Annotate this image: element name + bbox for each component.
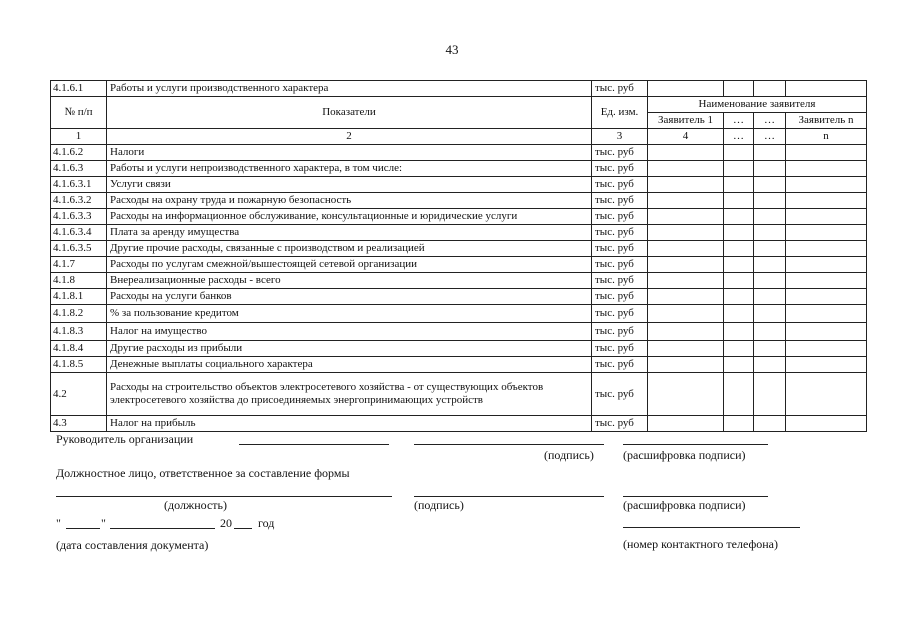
table-row	[51, 193, 867, 209]
row-name: Расходы на охрану труда и пожарную безопасность	[107, 193, 592, 209]
applicant-1-cell	[648, 193, 724, 209]
year-suffix: год	[258, 516, 275, 530]
signature-caption: (подпись)	[544, 448, 594, 462]
table-row	[51, 161, 867, 177]
row-unit: тыс. руб	[592, 241, 648, 257]
row-code: 4.1.8.2	[51, 305, 107, 323]
table-row	[51, 257, 867, 273]
applicant-n-cell	[786, 209, 867, 225]
row-code: 4.1.8.1	[51, 289, 107, 305]
row-code: 4.1.8.3	[51, 323, 107, 341]
applicant-dots-cell	[754, 225, 786, 241]
applicant-dots-cell	[754, 416, 786, 432]
applicant-dots-cell	[724, 161, 754, 177]
date-quote-open: "	[56, 516, 61, 530]
applicant-1-cell	[648, 305, 724, 323]
row-name: Другие прочие расходы, связанные с производством и реализацией	[107, 241, 592, 257]
table-header-row	[51, 97, 867, 113]
applicant-dots-cell	[754, 323, 786, 341]
date-year-line	[234, 528, 252, 529]
applicant-1-cell	[648, 177, 724, 193]
applicant-dots-cell	[724, 323, 754, 341]
applicant-dots-cell	[754, 257, 786, 273]
applicant-dots-cell	[724, 257, 754, 273]
row-name: Услуги связи	[107, 177, 592, 193]
position-line	[56, 496, 392, 497]
applicant-dots-cell	[724, 357, 754, 373]
row-name: % за пользование кредитом	[107, 305, 592, 323]
row-name: Плата за аренду имущества	[107, 225, 592, 241]
applicant-dots-cell	[724, 193, 754, 209]
position-caption: (должность)	[164, 498, 227, 512]
applicant-n-cell	[786, 305, 867, 323]
row-unit: тыс. руб	[592, 323, 648, 341]
row-unit: тыс. руб	[592, 373, 648, 416]
column-numbers-row	[51, 129, 867, 145]
row-code: 4.1.6.1	[51, 81, 107, 97]
phone-caption: (номер контактного телефона)	[623, 537, 778, 551]
applicant-dots-cell	[724, 177, 754, 193]
applicant-dots-cell	[754, 81, 786, 97]
row-name: Другие расходы из прибыли	[107, 341, 592, 357]
table-row	[51, 177, 867, 193]
head-signature-line	[414, 444, 604, 445]
applicant-dots-cell	[754, 341, 786, 357]
row-name: Налоги	[107, 145, 592, 161]
row-code: 4.1.6.2	[51, 145, 107, 161]
table-row-first	[51, 81, 867, 97]
header-unit: Ед. изм.	[592, 97, 648, 129]
table-row	[51, 357, 867, 373]
applicant-n-cell	[786, 161, 867, 177]
applicant-n-cell	[786, 193, 867, 209]
row-unit: тыс. руб	[592, 289, 648, 305]
head-label: Руководитель организации	[56, 432, 194, 446]
row-name: Расходы на строительство объектов электросетевого хозяйства - от существующих объектов электросетевого хозяйства до присоединяемых энергопринимающих устройств	[107, 373, 592, 416]
table-row	[51, 416, 867, 432]
applicant-dots-cell	[754, 145, 786, 161]
applicant-n-cell	[786, 257, 867, 273]
applicant-1-cell	[648, 416, 724, 432]
row-name: Расходы на услуги банков	[107, 289, 592, 305]
table-row	[51, 305, 867, 323]
col-number: 3	[592, 129, 648, 145]
header-dots-2: …	[754, 113, 786, 129]
row-unit: тыс. руб	[592, 341, 648, 357]
col-number: 4	[648, 129, 724, 145]
row-code: 4.1.6.3.2	[51, 193, 107, 209]
applicant-dots-cell	[724, 273, 754, 289]
row-name: Расходы по услугам смежной/вышестоящей сетевой организации	[107, 257, 592, 273]
row-name: Внереализационные расходы - всего	[107, 273, 592, 289]
applicant-1-cell	[648, 145, 724, 161]
table-row	[51, 289, 867, 305]
row-code: 4.1.6.3.1	[51, 177, 107, 193]
row-unit: тыс. руб	[592, 193, 648, 209]
table-row	[51, 241, 867, 257]
applicant-1-cell	[648, 209, 724, 225]
year-prefix: 20	[220, 516, 232, 530]
applicant-1-cell	[648, 341, 724, 357]
decode-line	[623, 496, 768, 497]
applicant-n-cell	[786, 273, 867, 289]
applicant-n-cell	[786, 241, 867, 257]
table-row	[51, 145, 867, 161]
applicant-1-cell	[648, 357, 724, 373]
applicant-n-cell	[786, 416, 867, 432]
row-code: 4.1.6.3.4	[51, 225, 107, 241]
applicant-dots-cell	[724, 225, 754, 241]
date-caption: (дата составления документа)	[56, 538, 209, 552]
date-quote-close: "	[101, 516, 106, 530]
decode-caption: (расшифровка подписи)	[623, 448, 746, 462]
row-code: 4.1.8.4	[51, 341, 107, 357]
applicant-n-cell	[786, 81, 867, 97]
head-decode-line	[623, 444, 768, 445]
applicant-dots-cell	[724, 145, 754, 161]
row-unit: тыс. руб	[592, 177, 648, 193]
table-row	[51, 323, 867, 341]
row-code: 4.1.6.3.3	[51, 209, 107, 225]
table-row	[51, 225, 867, 241]
applicant-dots-cell	[724, 209, 754, 225]
signature-line	[414, 496, 604, 497]
row-code: 4.2	[51, 373, 107, 416]
row-name: Работы и услуги производственного характера	[107, 81, 592, 97]
col-number: …	[724, 129, 754, 145]
table-row	[51, 373, 867, 416]
row-unit: тыс. руб	[592, 81, 648, 97]
row-unit: тыс. руб	[592, 257, 648, 273]
applicant-dots-cell	[754, 305, 786, 323]
row-name: Расходы на информационное обслуживание, консультационные и юридические услуги	[107, 209, 592, 225]
row-unit: тыс. руб	[592, 416, 648, 432]
header-applicant-n: Заявитель n	[786, 113, 867, 129]
responsible-label: Должностное лицо, ответственное за составление формы	[56, 466, 350, 480]
row-name: Работы и услуги непроизводственного характера, в том числе:	[107, 161, 592, 177]
table-row	[51, 273, 867, 289]
header-dots-1: …	[724, 113, 754, 129]
applicant-dots-cell	[724, 289, 754, 305]
row-name: Налог на прибыль	[107, 416, 592, 432]
applicant-n-cell	[786, 177, 867, 193]
row-unit: тыс. руб	[592, 305, 648, 323]
row-code: 4.1.6.3	[51, 161, 107, 177]
applicant-dots-cell	[754, 209, 786, 225]
row-unit: тыс. руб	[592, 161, 648, 177]
header-applicant-name: Наименование заявителя	[648, 97, 867, 113]
applicant-n-cell	[786, 341, 867, 357]
applicant-1-cell	[648, 257, 724, 273]
applicant-1-cell	[648, 81, 724, 97]
costs-table	[50, 80, 867, 432]
applicant-dots-cell	[724, 416, 754, 432]
applicant-1-cell	[648, 273, 724, 289]
col-number: n	[786, 129, 867, 145]
row-code: 4.3	[51, 416, 107, 432]
signature-caption-2: (подпись)	[414, 498, 464, 512]
applicant-dots-cell	[724, 341, 754, 357]
applicant-n-cell	[786, 225, 867, 241]
row-unit: тыс. руб	[592, 209, 648, 225]
col-number: …	[754, 129, 786, 145]
decode-caption-2: (расшифровка подписи)	[623, 498, 746, 512]
applicant-dots-cell	[754, 177, 786, 193]
date-day-line	[66, 528, 100, 529]
applicant-dots-cell	[754, 357, 786, 373]
row-name: Денежные выплаты социального характера	[107, 357, 592, 373]
row-code: 4.1.6.3.5	[51, 241, 107, 257]
row-code: 4.1.8.5	[51, 357, 107, 373]
col-number: 2	[107, 129, 592, 145]
row-code: 4.1.7	[51, 257, 107, 273]
applicant-dots-cell	[754, 273, 786, 289]
applicant-dots-cell	[724, 241, 754, 257]
applicant-1-cell	[648, 323, 724, 341]
applicant-1-cell	[648, 373, 724, 416]
applicant-n-cell	[786, 145, 867, 161]
phone-line	[623, 527, 800, 528]
applicant-n-cell	[786, 323, 867, 341]
applicant-dots-cell	[754, 241, 786, 257]
date-month-line	[110, 528, 215, 529]
page-number: 43	[445, 42, 459, 57]
applicant-dots-cell	[724, 305, 754, 323]
applicant-dots-cell	[724, 81, 754, 97]
row-unit: тыс. руб	[592, 225, 648, 241]
header-applicant-1: Заявитель 1	[648, 113, 724, 129]
applicant-n-cell	[786, 289, 867, 305]
applicant-1-cell	[648, 161, 724, 177]
applicant-1-cell	[648, 241, 724, 257]
head-position-line	[239, 444, 389, 445]
header-num: № п/п	[51, 97, 107, 129]
row-name: Налог на имущество	[107, 323, 592, 341]
row-unit: тыс. руб	[592, 145, 648, 161]
applicant-n-cell	[786, 357, 867, 373]
applicant-1-cell	[648, 225, 724, 241]
applicant-1-cell	[648, 289, 724, 305]
applicant-dots-cell	[754, 193, 786, 209]
applicant-dots-cell	[754, 289, 786, 305]
col-number: 1	[51, 129, 107, 145]
row-unit: тыс. руб	[592, 357, 648, 373]
header-indicators: Показатели	[107, 97, 592, 129]
table-row	[51, 341, 867, 357]
row-code: 4.1.8	[51, 273, 107, 289]
applicant-dots-cell	[754, 161, 786, 177]
table-row	[51, 209, 867, 225]
row-unit: тыс. руб	[592, 273, 648, 289]
applicant-dots-cell	[724, 373, 754, 416]
applicant-n-cell	[786, 373, 867, 416]
applicant-dots-cell	[754, 373, 786, 416]
